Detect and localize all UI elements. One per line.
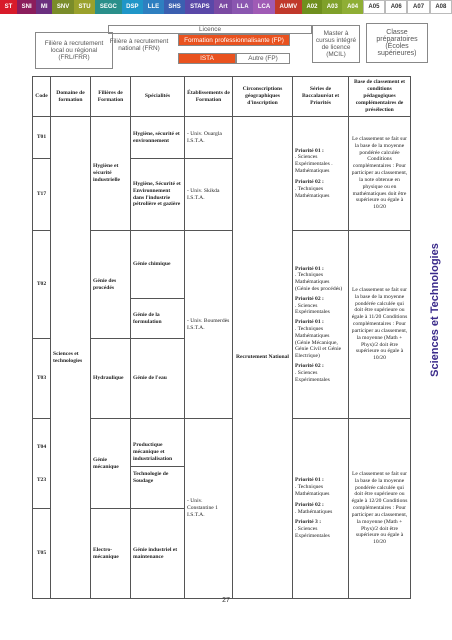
priority-text: . Sciences Expérimentales	[295, 369, 330, 383]
tab-dsp[interactable]: DSP	[122, 0, 144, 14]
legend-formation-pro	[178, 34, 290, 46]
legend-frn	[108, 38, 170, 62]
specialite-cell	[131, 419, 185, 509]
tab-stu[interactable]: STU	[74, 0, 95, 14]
legend-autre	[236, 53, 290, 64]
filiere-cell: Génie mécanique	[91, 419, 131, 509]
tab-segc[interactable]: SEGC	[95, 0, 121, 14]
tab-staps[interactable]: STAPS	[185, 0, 214, 14]
spec-soudage: Technologie de Soudage	[131, 466, 184, 485]
legend-master	[312, 25, 360, 63]
priority-label: Priorité 01 :	[295, 265, 324, 272]
tab-st[interactable]: ST	[0, 0, 17, 14]
code-cell: T02	[33, 231, 51, 339]
legend-ista-text: ISTA	[200, 55, 214, 62]
priority-text: . Mathématiques	[295, 508, 333, 515]
table-row	[33, 117, 411, 159]
priority-label: Priorité 02 :	[295, 363, 324, 370]
tab-a06[interactable]: A06	[385, 0, 407, 14]
tab-a03[interactable]: A03	[322, 0, 342, 14]
priority-text: . Techniques Mathématiques	[295, 484, 330, 497]
legend-frl	[35, 32, 107, 63]
tab-lca[interactable]: LCA	[253, 0, 275, 14]
series-cell	[293, 231, 349, 419]
tab-lla[interactable]: LLA	[232, 0, 253, 14]
etablissement-cell: - Univ. Boumerdès I.S.T.A.	[185, 231, 233, 419]
priority-text: . Techniques Mathématiques (Génie des procédés)	[295, 272, 343, 292]
legend-frl-box	[35, 32, 113, 69]
filiere-cell: Hydraulique	[91, 339, 131, 419]
legend-licence-text: Licence	[198, 26, 222, 33]
code-cell: T03	[33, 339, 51, 419]
etablissement-cell: - Univ. Skikda I.S.T.A.	[185, 159, 233, 231]
legend-classe	[366, 23, 428, 63]
priority-label: Priorité 02 :	[295, 178, 324, 185]
tab-mi[interactable]: MI	[36, 0, 52, 14]
base-cell: Le classement se fait sur la base de la moyenne pondérée calculée qui doit être supérieure ou égale à 12/20 Conditions complémentaires : Pour participer au classement, la moyenne (Math + Phys)/2 doit être supérieure ou égale à 10/20	[349, 419, 411, 599]
specialite-cell: Hygiène, Sécurité et Environnement dans l'industrie pétrolière et gazière	[131, 159, 185, 231]
filiere-cell: Electro-mécanique	[91, 509, 131, 599]
tab-lle[interactable]: LLE	[143, 0, 164, 14]
legend-frn-text: Filière à recrutement national (FRN)	[109, 38, 169, 52]
side-domain-text: Sciences et Technologies	[429, 243, 441, 377]
specialite-cell: Génie de l'eau	[131, 339, 185, 419]
code-cell	[33, 419, 51, 509]
domaine-cell: Sciences et technologies	[51, 117, 91, 599]
filiere-tab-bar	[0, 0, 452, 14]
priority-label: Priorité 01 :	[295, 477, 324, 484]
tab-a04[interactable]: A04	[342, 0, 362, 14]
tab-a02[interactable]: A02	[302, 0, 322, 14]
legend-licence	[108, 25, 312, 34]
priority-text: . Techniques Mathématiques (Génie Mécanique, Génie Civil et Génie Electrique)	[295, 326, 342, 360]
side-domain-label	[426, 240, 444, 380]
tab-art[interactable]: Art	[214, 0, 232, 14]
header-row	[33, 77, 411, 117]
priority-label: Priorité 01 :	[295, 319, 324, 326]
etablissement-cell: - Univ. Ouargla I.S.T.A.	[185, 117, 233, 159]
series-cell	[293, 419, 349, 599]
legend-master-text: Master à cursus intégré de licence (MCIL)	[315, 30, 357, 58]
priority-text: . Sciences Expérimentales . Mathématiques	[295, 154, 333, 175]
header-circonscription: Circonscriptions géographiques d'inscription	[233, 77, 293, 117]
filiere-cell: Génie des procédés	[91, 231, 131, 339]
priority-label: Priorité 02 :	[295, 295, 324, 302]
priority-text: . Sciences Expérimentales	[295, 526, 330, 539]
legend-formation-pro-text: Formation professionnalisante (FP)	[184, 36, 284, 44]
specialite-cell: Hygiène, sécurité et environnement	[131, 117, 185, 159]
circonscription-cell: Recrutement National	[233, 117, 293, 599]
code-cell: T17	[33, 159, 51, 231]
etablissement-cell: - Univ. Constantine 1 I.S.T.A.	[185, 419, 233, 599]
page-number: 27	[222, 597, 230, 604]
filiere-cell: Hygiène et sécurité industrielle	[91, 117, 131, 231]
code-cell: T01	[33, 117, 51, 159]
spec-productique: Productique mécanique et industrialisation	[133, 441, 173, 462]
tab-a07[interactable]: A07	[407, 0, 429, 14]
priority-label: Priorité 01 :	[295, 147, 324, 154]
tab-sni[interactable]: SNI	[17, 0, 36, 14]
priority-label: Priorité 02 :	[295, 501, 324, 508]
code-t23: T23	[36, 476, 47, 483]
specialite-cell: Génie chimique	[131, 231, 185, 299]
header-specialite: Spécialités	[131, 77, 185, 117]
header-series: Séries de Baccalauréat et Priorités	[293, 77, 349, 117]
base-cell: Le classement se fait sur la base de la moyenne pondérée calculée Conditions complémentaires : Pour participer au classement, la note obtenue en physique ou en mathématiques doit être supérieure ou égale à 10/20	[349, 117, 411, 231]
header-code: Code	[33, 77, 51, 117]
priority-text: . Sciences Expérimentales	[295, 302, 330, 316]
tab-a08[interactable]: A08	[430, 0, 452, 14]
base-cell: Le classement se fait sur la base de la moyenne pondérée calculée qui doit être supérieure ou égale à 11/20 Conditions complémentaires : Pour participer au classement, la moyenne (Math + Phys)/2 doit être supérieure ou égale à 10/20	[349, 231, 411, 419]
tab-aumv[interactable]: AUMV	[275, 0, 302, 14]
tab-snv[interactable]: SNV	[52, 0, 74, 14]
legend-ista	[178, 53, 236, 64]
series-cell	[293, 117, 349, 231]
legend-classe-text: Classe préparatoires (Écoles supérieures)	[376, 29, 418, 57]
legend-frl-text: Filière à recrutement local ou régional (FRL/FRR)	[44, 40, 104, 61]
legend-autre-text: Autre (FP)	[248, 55, 278, 62]
specialite-cell: Génie industriel et maintenance	[131, 509, 185, 599]
specialite-cell: Génie de la formulation	[131, 299, 185, 339]
code-t04: T04	[36, 443, 47, 450]
formation-table	[32, 76, 411, 599]
priority-label: Priorité 3 :	[295, 519, 322, 526]
tab-a05[interactable]: A05	[363, 0, 385, 14]
tab-shs[interactable]: SHS	[164, 0, 186, 14]
priority-text: . Techniques Mathématiques	[295, 185, 330, 199]
code-cell: T05	[33, 509, 51, 599]
header-base: Base de classement et conditions pédagogiques complémentaires de présélection	[349, 77, 411, 117]
header-filiere: Filières de Formation	[91, 77, 131, 117]
header-etablissement: Établissements de Formation	[185, 77, 233, 117]
header-domaine: Domaine de formation	[51, 77, 91, 117]
